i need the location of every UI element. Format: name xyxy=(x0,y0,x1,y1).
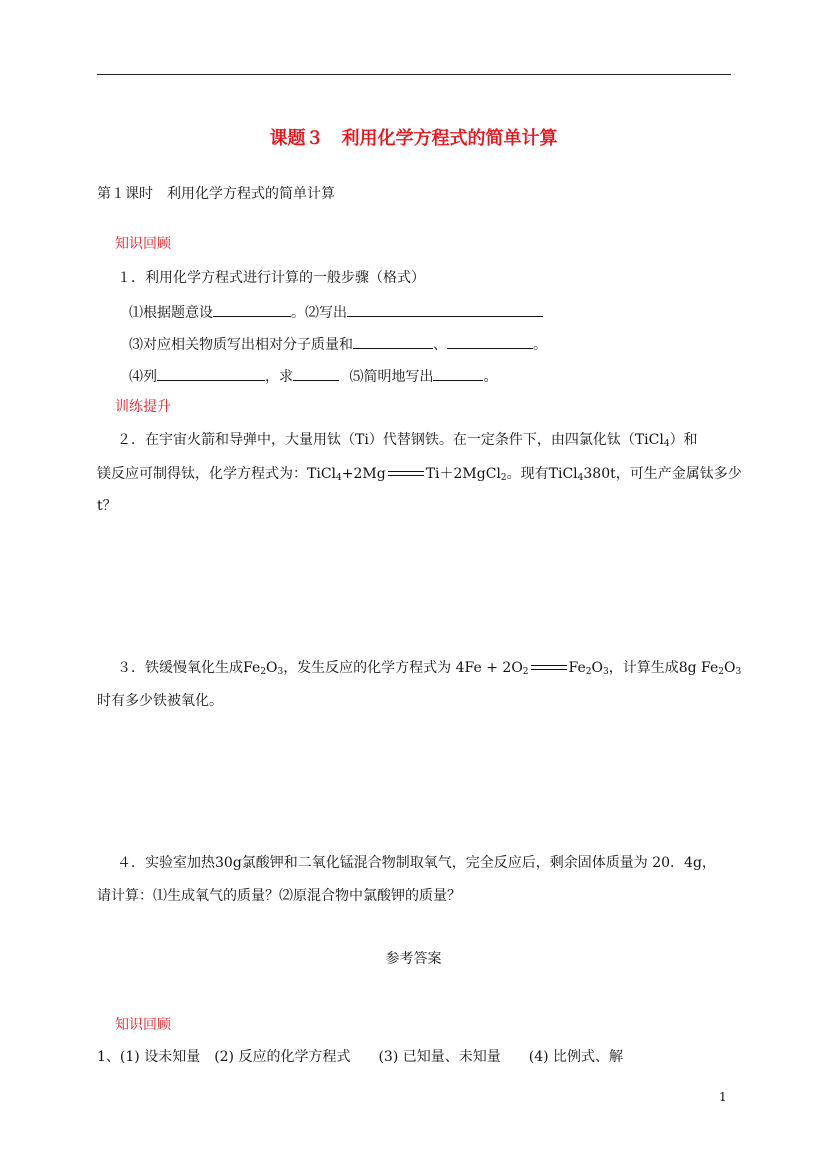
q1-line1 xyxy=(129,302,543,322)
q1-step5-end: 。 xyxy=(483,369,498,385)
q2-eq-b: +2Mg xyxy=(341,466,386,482)
q1-blank-1[interactable] xyxy=(213,302,291,317)
q3-sub4: 2 xyxy=(585,667,592,677)
q3-sub2: 3 xyxy=(277,667,284,677)
page-title: 课题３ 利用化学方程式的简单计算 xyxy=(269,128,558,149)
q2-line3: t？ xyxy=(97,498,117,514)
answers-heading: 参考答案 xyxy=(385,951,442,967)
q3-sub7: 3 xyxy=(735,667,742,677)
q1-step3-sep: 、 xyxy=(433,337,447,353)
q1-step3-end: 。 xyxy=(533,337,547,353)
q3-text-d: Fe xyxy=(568,660,586,676)
q2-eq-c: Ti＋2MgCl xyxy=(425,466,501,482)
equals-sign-icon xyxy=(531,663,567,673)
q2-eq-sub1: 4 xyxy=(336,473,342,483)
q3-text-g: O xyxy=(724,660,736,676)
q1-line3 xyxy=(129,366,497,386)
q1-step2-label: 。⑵写出 xyxy=(291,305,347,321)
q3-text-a: ３．铁缓慢氧化生成Fe xyxy=(117,660,261,676)
q1-line2 xyxy=(129,334,547,354)
q3-line2: 时有多少铁被氧化。 xyxy=(97,693,223,709)
q3-sub1: 2 xyxy=(260,667,266,677)
q1-blank-6[interactable] xyxy=(293,366,339,381)
q2-eq-sub2: 2 xyxy=(500,473,507,483)
q1-blank-4[interactable] xyxy=(447,334,533,349)
page-number: 1 xyxy=(719,1090,727,1104)
q4-line2: 请计算：⑴生成氧气的质量？⑵原混合物中氯酸钾的质量？ xyxy=(97,888,461,904)
q2-eq-e: 380t，可生产金属钛多少 xyxy=(583,466,742,482)
q3-sub3: 2 xyxy=(522,667,529,677)
header-rule xyxy=(97,74,731,75)
q1-blank-7[interactable] xyxy=(433,366,483,381)
q3-sub6: 2 xyxy=(718,667,725,677)
section-review-heading: 知识回顾 xyxy=(115,236,171,252)
q3-sub5: 3 xyxy=(602,667,609,677)
equals-sign-icon xyxy=(388,469,424,479)
answers-review-heading: 知识回顾 xyxy=(115,1017,171,1033)
q4-line1: ４．实验室加热30g氯酸钾和二氧化锰混合物制取氧气，完全反应后，剩余固体质量为 20．4g， xyxy=(117,855,716,871)
q1-step1-label: ⑴根据题意设 xyxy=(129,305,213,321)
q2-text-a: ２．在宇宙火箭和导弹中，大量用钛（Ti）代替钢铁。在一定条件下，由四氯化钛（TiCl xyxy=(117,432,664,448)
lesson-heading: 第１课时 利用化学方程式的简单计算 xyxy=(97,186,335,202)
answer-line-1: 1、(1) 设未知量 (2) 反应的化学方程式 (3) 已知量、未知量 (4) 比例式、解 xyxy=(97,1049,624,1065)
q3-text-c: ，发生反应的化学方程式为 4Fe + 2O xyxy=(283,660,523,676)
q3-text-b: O xyxy=(265,660,278,676)
q1-step3-label: ⑶对应相关物质写出相对分子质量和 xyxy=(129,337,353,353)
q2-eq-sub3: 4 xyxy=(577,473,584,483)
q2-line2 xyxy=(97,466,742,483)
q2-line1 xyxy=(117,432,698,449)
q3-text-f: ，计算生成8g Fe xyxy=(608,660,719,676)
q1-step5-label: ⑸简明地写出 xyxy=(349,369,434,385)
section-training-heading: 训练提升 xyxy=(115,399,171,415)
q1-blank-3[interactable] xyxy=(353,334,433,349)
q2-sub-a: 4 xyxy=(663,439,670,449)
q1-blank-2[interactable] xyxy=(347,302,543,317)
q1-step4-mid: ，求 xyxy=(265,369,293,385)
q1-stem: １．利用化学方程式进行计算的一般步骤（格式） xyxy=(117,270,425,286)
q1-step4-label: ⑷列 xyxy=(129,369,157,385)
q2-text-b: ）和 xyxy=(669,432,698,448)
q3-line1 xyxy=(117,660,741,677)
q2-eq-d: 。现有TiCl xyxy=(506,466,578,482)
q2-eq-a: 镁反应可制得钛，化学方程式为：TiCl xyxy=(97,466,337,482)
q1-blank-5[interactable] xyxy=(157,366,265,381)
q3-text-e: O xyxy=(591,660,603,676)
